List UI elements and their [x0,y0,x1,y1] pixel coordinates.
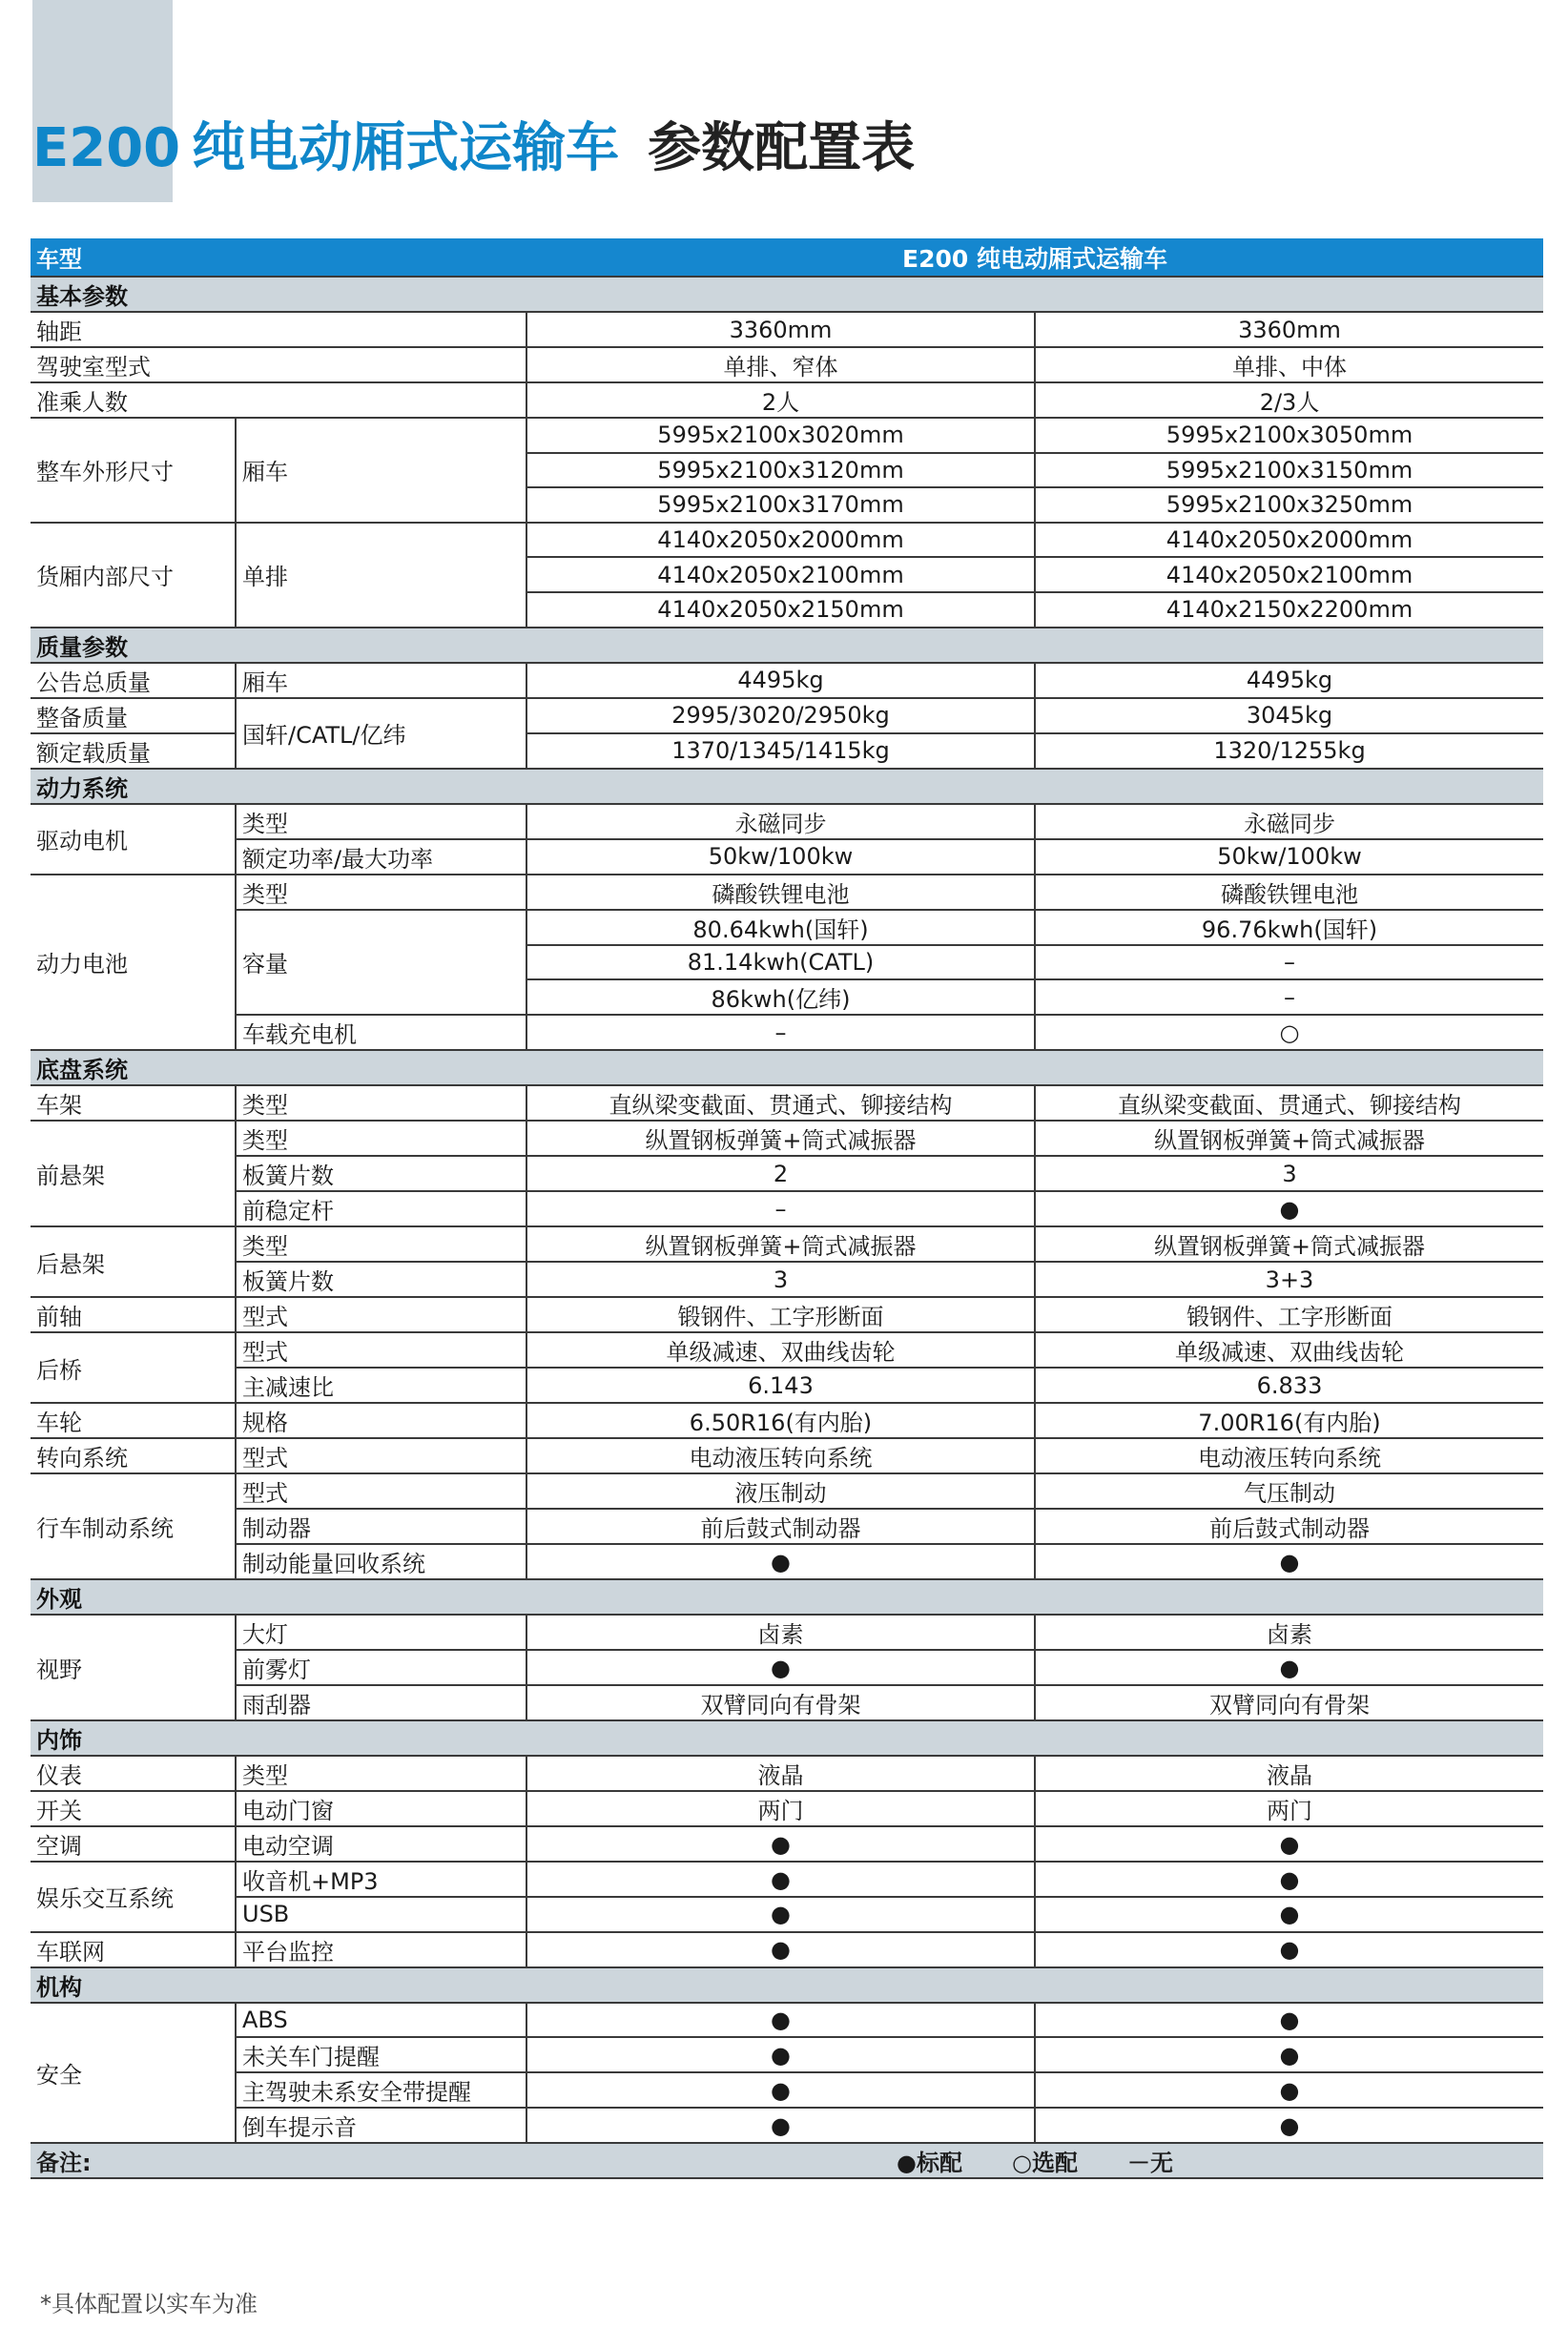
row-item: 电动空调 [236,1826,526,1862]
table-row [31,2072,1543,2108]
header-label: 车型 [31,238,526,277]
value-variant-1: 液压制动 [526,1473,1035,1509]
value-variant-1: 81.14kwh(CATL) [526,945,1035,980]
table-row [31,312,1543,347]
row-item: 车载充电机 [236,1015,526,1050]
row-item: 平台监控 [236,1932,526,1967]
value-variant-2: 4495kg [1035,663,1543,698]
value-variant-1: – [526,1191,1035,1226]
row-category: 行车制动系统 [31,1473,236,1579]
value-variant-2: – [1035,979,1543,1015]
row-item: 电动门窗 [236,1791,526,1826]
value-variant-2: 双臂同向有骨架 [1035,1685,1543,1720]
row-category: 整备质量 [31,698,236,733]
value-variant-1: ● [526,1544,1035,1579]
section-title: 外观 [31,1579,1543,1615]
value-variant-2: ● [1035,1650,1543,1685]
row-item: 前雾灯 [236,1650,526,1685]
table-row [31,1262,1543,1297]
table-row [31,1473,1543,1509]
row-item: 容量 [236,910,526,1016]
remarks-row [31,2143,1543,2178]
row-category: 前悬架 [31,1121,236,1226]
table-row [31,418,1543,453]
value-variant-2: 50kw/100kw [1035,839,1543,875]
value-variant-1: 5995x2100x3170mm [526,487,1035,523]
table-row [31,1332,1543,1368]
value-variant-2: ● [1035,2037,1543,2072]
section-header-row [31,769,1543,804]
value-variant-1: 6.50R16(有内胎) [526,1403,1035,1438]
row-item: 板簧片数 [236,1262,526,1297]
value-variant-2: 1320/1255kg [1035,733,1543,769]
spec-table [31,238,1543,2179]
table-row [31,1509,1543,1544]
value-variant-1: ● [526,1897,1035,1932]
table-row [31,1297,1543,1332]
row-item: 单排 [236,523,526,628]
table-row [31,2037,1543,2072]
row-item: 大灯 [236,1615,526,1650]
table-row [31,347,1543,382]
value-variant-1: 5995x2100x3120mm [526,453,1035,488]
footnote: *具体配置以实车为准 [40,2291,258,2317]
value-variant-1: 4140x2050x2150mm [526,592,1035,628]
value-variant-1: ● [526,1650,1035,1685]
value-variant-1: 单排、窄体 [526,347,1035,382]
section-header-row [31,1050,1543,1085]
table-row [31,1650,1543,1685]
value-variant-1: 4495kg [526,663,1035,698]
row-category: 车架 [31,1085,236,1121]
value-variant-2: 气压制动 [1035,1473,1543,1509]
row-category: 额定载质量 [31,733,236,769]
value-variant-2: ● [1035,1897,1543,1932]
row-category: 整车外形尺寸 [31,418,236,523]
value-variant-2: 卤素 [1035,1615,1543,1650]
row-item: ABS [236,2003,526,2038]
row-item: 板簧片数 [236,1156,526,1191]
value-variant-2: 单排、中体 [1035,347,1543,382]
table-row [31,1685,1543,1720]
value-variant-2: 4140x2050x2100mm [1035,557,1543,592]
value-variant-1: 2人 [526,382,1035,418]
value-variant-1: 2 [526,1156,1035,1191]
value-variant-1: 电动液压转向系统 [526,1438,1035,1473]
section-header-row [31,1967,1543,2003]
row-category: 车轮 [31,1403,236,1438]
value-variant-2: ● [1035,2072,1543,2108]
value-variant-2: 液晶 [1035,1756,1543,1791]
row-category: 空调 [31,1826,236,1862]
value-variant-2: 磷酸铁锂电池 [1035,875,1543,910]
value-variant-1: 3 [526,1262,1035,1297]
value-variant-1: 单级减速、双曲线齿轮 [526,1332,1035,1368]
value-variant-1: 纵置钢板弹簧+筒式减振器 [526,1226,1035,1262]
table-row [31,1862,1543,1897]
row-category: 车联网 [31,1932,236,1967]
value-variant-2: ● [1035,1544,1543,1579]
row-item: 未关车门提醒 [236,2037,526,2072]
row-item: 前稳定杆 [236,1191,526,1226]
value-variant-1: 4140x2050x2100mm [526,557,1035,592]
value-variant-2: 5995x2100x3150mm [1035,453,1543,488]
table-row [31,1756,1543,1791]
table-row [31,910,1543,945]
value-variant-2: ○ [1035,1015,1543,1050]
section-header-row [31,1720,1543,1756]
value-variant-2: 单级减速、双曲线齿轮 [1035,1332,1543,1368]
row-item: 厢车 [236,663,526,698]
table-row [31,1085,1543,1121]
value-variant-1: ● [526,1826,1035,1862]
row-item: 型式 [236,1297,526,1332]
table-row [31,2108,1543,2143]
value-variant-1: 液晶 [526,1756,1035,1791]
value-variant-1: 前后鼓式制动器 [526,1509,1035,1544]
value-variant-2: ● [1035,2003,1543,2038]
table-row [31,839,1543,875]
value-variant-2: 4140x2050x2000mm [1035,523,1543,558]
table-row [31,1932,1543,1967]
section-title: 内饰 [31,1720,1543,1756]
row-item: 制动器 [236,1509,526,1544]
value-variant-2: 5995x2100x3050mm [1035,418,1543,453]
value-variant-1: – [526,1015,1035,1050]
title-model: E200 [32,117,181,179]
legend-optional: ○选配 [1012,2150,1078,2177]
spec-table-body [31,238,1543,2143]
value-variant-1: 直纵梁变截面、贯通式、铆接结构 [526,1085,1035,1121]
value-variant-1: 卤素 [526,1615,1035,1650]
value-variant-2: 6.833 [1035,1368,1543,1403]
row-item: 类型 [236,1121,526,1156]
value-variant-1: 1370/1345/1415kg [526,733,1035,769]
value-variant-2: 3045kg [1035,698,1543,733]
row-category: 驾驶室型式 [31,347,526,382]
legend-standard: ●标配 [897,2150,962,2177]
table-row [31,663,1543,698]
row-category: 仪表 [31,1756,236,1791]
section-title: 动力系统 [31,769,1543,804]
value-variant-2: 前后鼓式制动器 [1035,1509,1543,1544]
value-variant-2: 7.00R16(有内胎) [1035,1403,1543,1438]
value-variant-2: 纵置钢板弹簧+筒式减振器 [1035,1226,1543,1262]
table-row [31,382,1543,418]
value-variant-2: ● [1035,1191,1543,1226]
header-model: E200 纯电动厢式运输车 [526,238,1543,277]
value-variant-1: 80.64kwh(国轩) [526,910,1035,945]
title-name: 纯电动厢式运输车 [192,117,620,179]
row-category: 轴距 [31,312,526,347]
value-variant-1: 两门 [526,1791,1035,1826]
value-variant-2: 两门 [1035,1791,1543,1826]
row-category: 娱乐交互系统 [31,1862,236,1932]
table-row [31,2003,1543,2038]
row-item: 主驾驶未系安全带提醒 [236,2072,526,2108]
table-row [31,1191,1543,1226]
row-item: 规格 [236,1403,526,1438]
section-title: 机构 [31,1967,1543,2003]
table-row [31,1438,1543,1473]
table-row [31,698,1543,733]
row-category: 开关 [31,1791,236,1826]
section-header-row [31,277,1543,312]
title-subtitle: 参数配置表 [648,117,916,179]
value-variant-2: 4140x2150x2200mm [1035,592,1543,628]
value-variant-2: – [1035,945,1543,980]
value-variant-2: ● [1035,1826,1543,1862]
value-variant-2: 电动液压转向系统 [1035,1438,1543,1473]
row-category: 货厢内部尺寸 [31,523,236,628]
value-variant-2: ● [1035,2108,1543,2143]
table-row [31,1826,1543,1862]
value-variant-2: ● [1035,1862,1543,1897]
table-row [31,1368,1543,1403]
section-header-row [31,628,1543,663]
row-category: 动力电池 [31,875,236,1051]
row-item: 额定功率/最大功率 [236,839,526,875]
value-variant-1: 3360mm [526,312,1035,347]
value-variant-1: 86kwh(亿纬) [526,979,1035,1015]
row-item: 类型 [236,1085,526,1121]
row-item: 制动能量回收系统 [236,1544,526,1579]
value-variant-1: 磷酸铁锂电池 [526,875,1035,910]
page-title [32,117,916,179]
remarks-label: 备注: [31,2143,526,2178]
row-category: 准乘人数 [31,382,526,418]
value-variant-2: ● [1035,1932,1543,1967]
row-category: 前轴 [31,1297,236,1332]
legend-none: －无 [1126,2150,1173,2177]
value-variant-1: 纵置钢板弹簧+筒式减振器 [526,1121,1035,1156]
row-item: 主减速比 [236,1368,526,1403]
value-variant-1: 50kw/100kw [526,839,1035,875]
row-item: 国轩/CATL/亿纬 [236,698,526,769]
row-item: 型式 [236,1473,526,1509]
row-item: 收音机+MP3 [236,1862,526,1897]
value-variant-2: 直纵梁变截面、贯通式、铆接结构 [1035,1085,1543,1121]
table-row [31,1897,1543,1932]
row-item: 倒车提示音 [236,2108,526,2143]
section-title: 质量参数 [31,628,1543,663]
value-variant-1: 永磁同步 [526,804,1035,839]
row-category: 公告总质量 [31,663,236,698]
row-category: 后悬架 [31,1226,236,1297]
value-variant-2: 2/3人 [1035,382,1543,418]
row-item: 类型 [236,804,526,839]
table-row [31,1015,1543,1050]
row-item: 类型 [236,875,526,910]
value-variant-1: ● [526,1932,1035,1967]
value-variant-1: 5995x2100x3020mm [526,418,1035,453]
table-row [31,1226,1543,1262]
value-variant-1: 2995/3020/2950kg [526,698,1035,733]
row-category: 后桥 [31,1332,236,1403]
table-row [31,1791,1543,1826]
row-item: 类型 [236,1756,526,1791]
value-variant-1: ● [526,2072,1035,2108]
value-variant-2: 3360mm [1035,312,1543,347]
value-variant-1: 4140x2050x2000mm [526,523,1035,558]
value-variant-1: 锻钢件、工字形断面 [526,1297,1035,1332]
table-row [31,1544,1543,1579]
section-title: 基本参数 [31,277,1543,312]
row-item: 型式 [236,1438,526,1473]
table-row [31,1121,1543,1156]
row-item: 雨刮器 [236,1685,526,1720]
value-variant-1: ● [526,1862,1035,1897]
value-variant-2: 5995x2100x3250mm [1035,487,1543,523]
value-variant-1: 6.143 [526,1368,1035,1403]
table-row [31,523,1543,558]
header-row [31,238,1543,277]
value-variant-2: 永磁同步 [1035,804,1543,839]
table-row [31,1156,1543,1191]
remarks-legend [526,2143,1543,2178]
section-header-row [31,1579,1543,1615]
value-variant-2: 纵置钢板弹簧+筒式减振器 [1035,1121,1543,1156]
row-category: 安全 [31,2003,236,2144]
table-row [31,804,1543,839]
table-row [31,1403,1543,1438]
value-variant-1: ● [526,2037,1035,2072]
value-variant-1: 双臂同向有骨架 [526,1685,1035,1720]
row-item: 类型 [236,1226,526,1262]
table-row [31,1615,1543,1650]
value-variant-2: 3 [1035,1156,1543,1191]
section-title: 底盘系统 [31,1050,1543,1085]
row-category: 转向系统 [31,1438,236,1473]
row-category: 驱动电机 [31,804,236,875]
row-item: 型式 [236,1332,526,1368]
value-variant-2: 锻钢件、工字形断面 [1035,1297,1543,1332]
row-category: 视野 [31,1615,236,1720]
value-variant-2: 3+3 [1035,1262,1543,1297]
value-variant-2: 96.76kwh(国轩) [1035,910,1543,945]
value-variant-1: ● [526,2003,1035,2038]
value-variant-1: ● [526,2108,1035,2143]
row-item: 厢车 [236,418,526,523]
row-item: USB [236,1897,526,1932]
table-row [31,875,1543,910]
